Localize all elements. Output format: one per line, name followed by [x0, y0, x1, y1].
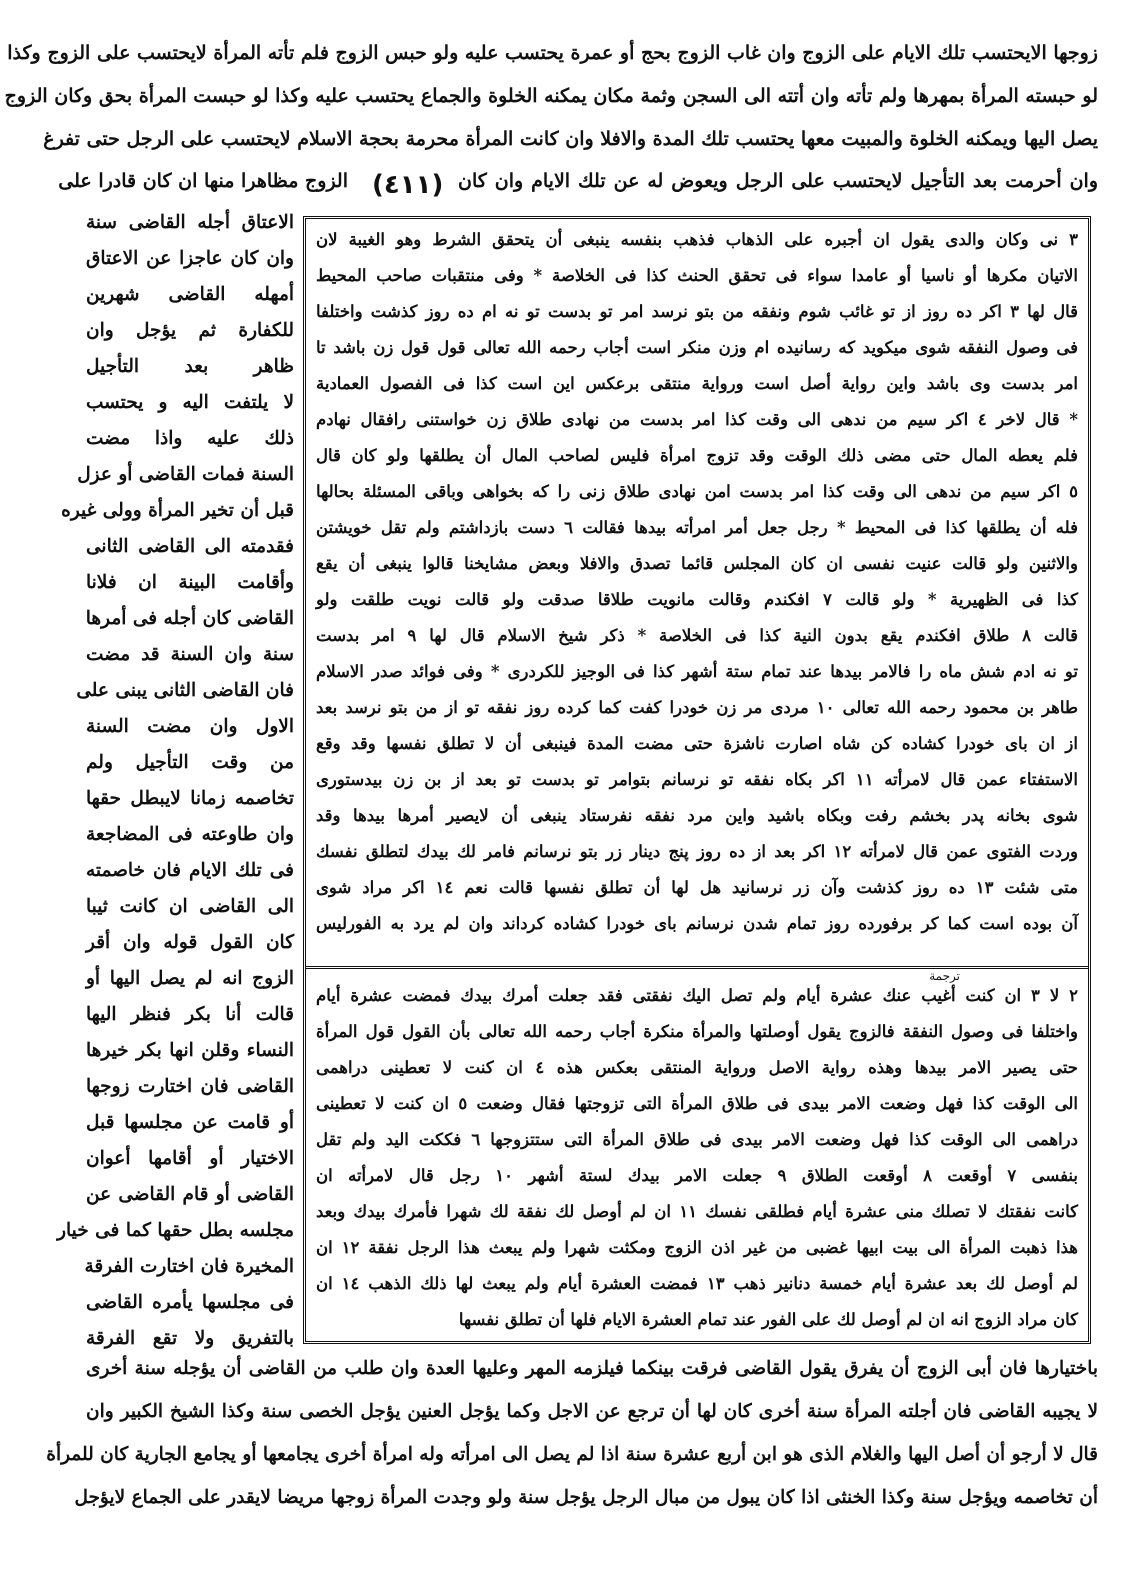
box-text-line: قال لها ٣ اكر ده روز از تو غائب شوم ونفقه من بتو نرسد امر تو بدست تو نه ام ده روز كذشت واختلفا [316, 302, 1078, 321]
side-text-line: فى تلك الايام فان خاصمته [86, 860, 294, 881]
box-text-line: تو نه ادم شش ماه را فالامر بيدها عند تمام ستة أشهر كذا فى الوجيز للكردرى * وفى فوائد صدر الاسلام [316, 662, 1078, 681]
side-text-line: بالتفريق ولا تقع الفرقة [86, 1328, 294, 1349]
bottom-text-line: باختيارها فان أبى الزوج أن يفرق يقول القاضى فرقت بينكما فيلزمه المهر وعليها العدة وان طلب من القاضى أن يؤجله سنة أخرى [86, 1358, 1098, 1379]
box-text-line: واختلفا فى وصول النفقة فالزوج يقول أوصلتها والمرأة منكرة أجاب رحمه الله تعالى بأن القول قول المرأة [316, 1022, 1078, 1041]
box-text-line: فله أن يطلقها كذا فى المحيط * رجل جعل أمر امرأته بيدها فقالت ٦ دست بازداشتم ولم تقل خويشتن [316, 518, 1078, 537]
side-text-line: الاول وان مضت السنة [86, 716, 294, 737]
top-text-line: وان أحرمت بعد التأجيل لايحتسب على الرجل ويعوض له عن تلك الايام وان كان [458, 170, 1098, 192]
side-text-line: وأقامت البينة ان فلانا [86, 572, 294, 593]
box-text-line: الى الوقت كذا فهل وضعت الامر بيدى فى طلاق المرأة التى تزوجتها فقال وضعت ٥ ان كنت لا تعطينى [316, 1094, 1078, 1113]
side-text-line: كان القول قوله وان أقر [86, 932, 294, 953]
side-text-line: الاختيار أو أقامها أعوان [86, 1148, 294, 1169]
side-text-line: الزوج انه لم يصل اليها أو [86, 968, 294, 989]
box-text-line: كان مراد الزوج انه ان لم أوصل لك على الفور عند تمام العشرة الايام فلها أن تطلق نفسها [458, 1310, 1078, 1329]
box-text-line: والاثنين ولو قالت عنيت نفسى ان كان المجلس قائما تصدق والافلا وبعض مشايخنا قالوا ينبغى أن يقع [316, 554, 1078, 573]
side-text-line: للكفارة ثم يؤجل وان [86, 320, 294, 341]
side-text-line: مجلسه بطل حقها كما فى خيار [57, 1220, 294, 1241]
side-text-line: أمهله القاضى شهرين [86, 284, 294, 305]
side-text-line: لا يلتفت اليه و يحتسب [86, 392, 294, 413]
side-text-line: وان طاوعته فى المضاجعة [86, 824, 294, 845]
box-text-line: هذا ذهبت المرأة الى بيت ابيها غضبى من غير اذن الزوج ومكثت شهرا ولم يبعث هذا الرجل نفقة ١٢ ان [316, 1238, 1078, 1257]
side-text-line: قبل أن تخير المرأة وولى غيره [61, 500, 294, 521]
bottom-text-line: لا يجيبه القاضى فان أجلته المرأة سنة أخرى كان لها أن ترجع عن الاجل وكما يؤجل العنين يؤجل الخصى سنة وكذا الشيخ الكبير وان [86, 1401, 1098, 1422]
side-text-line: القاضى فان اختارت زوجها [86, 1076, 294, 1097]
box-text-line: فى وصول النفقه شوى ميكويد كه رسانيده ام وزن منكر است أجاب رحمه الله تعالى قول قول زن باشد تا [316, 338, 1078, 357]
side-text-line: القاضى أو قام القاضى عن [86, 1184, 294, 1205]
box-text-line: طاهر بن محمود رحمه الله تعالى ١٠ مردى مر زن خودرا كفت كما كرده روز نفقه تو از من بتو نرسد بعد [316, 698, 1078, 717]
box-text-line: حتى يصير الامر بيدها وهذه رواية الاصل ورواية المنتقى بعكس هذه ٤ ان كنت لا تعطينى دراهمى [316, 1058, 1079, 1077]
box-text-line: قالت ٨ طلاق افكندم يقع بدون النية كذا فى الخلاصة * ذكر شيخ الاسلام قال لها ٩ امر بدست [316, 626, 1078, 645]
box-text-line: امر بدست وى باشد واين رواية أصل است ورواية منتقى برعكس اين است كذا فى الفصول العمادية [316, 374, 1078, 393]
box-text-line: كذا فى الظهيرية * ولو قالت ٧ افكندم وقالت مانويت طلاقا صدقت ولو قالت نويت طلقت ولو [316, 590, 1078, 609]
side-text-line: ظاهر بعد التأجيل [86, 356, 294, 377]
side-text-line: السنة فمات القاضى أو عزل [77, 464, 294, 485]
side-text-line: سنة وان السنة قد مضت [86, 644, 294, 665]
box-text-line: شوى بخانه پدر بخشم رفت وبكاه باشيد واين مرد نفقه نفرستاد ينبغى أن لايصير أمرها بيدها وقد [316, 806, 1078, 825]
side-text-line: فقدمته الى القاضى الثانى [86, 536, 294, 557]
box-text-line: بنفسى ٧ أوقعت ٨ أوقعت الطلاق ٩ جعلت الامر بيدك لستة أشهر ١٠ رجل قال لامرأته ان [316, 1166, 1078, 1185]
side-text-line: فى مجلسها يأمره القاضى [86, 1292, 294, 1313]
box-text-line: ٥ اكر سيم من ندهى الى وقت كذا امر بدست امن نهادى طلاق زنى را كه بخواهى وباقى المسئلة بحالها [316, 482, 1078, 501]
side-text-line: المخيرة فان اختارت الفرقة [84, 1256, 294, 1277]
box-text-line: وردت الفتوى عمن قال لامرأته ١٢ اكر بعد از ده روز پنج دينار زر بتو نرسانم فامر لك بيدك لتطلق نفسك [316, 842, 1078, 861]
top-text-line: يصل اليها ويمكنه الخلوة والمبيت معها يحتسب تلك المدة والافلا وان كانت المرأة محرمة بحجة الاسلام لايحتسب على الرجل حتى تفرغ [43, 128, 1098, 150]
side-text-line: فان القاضى الثانى يبنى على [76, 680, 294, 701]
bottom-text-line: أن تخاصمه ويؤجل سنة وكذا الخنثى اذا كان يبول من مبال الرجل يؤجل سنة ولو وجدت المرأة زوجها مريضا لايقدر على الجماع لايؤجل [74, 1487, 1098, 1508]
side-text-line: تخاصمه زمانا لايبطل حقها [86, 788, 294, 809]
box-text-line: لم أوصل لك بعد عشرة أيام خمسة دنانير ذهب ١٣ فمضت العشرة أيام ولم يبعث لها ذلك الذهب ١٤ ان [316, 1274, 1078, 1293]
side-text-line: الزوج مظاهرا منها ان كان قادرا على [58, 170, 348, 192]
box-text-line: ٢ لا ٣ ان كنت أغيب عنك عشرة أيام ولم تصل اليك نفقتى فقد جعلت أمرك بيدك فمضت عشرة أيام [316, 986, 1078, 1005]
side-text-line: من وقت التأجيل ولم [86, 752, 294, 773]
side-text-line: قالت أنا بكر فنظر اليها [86, 1004, 294, 1025]
side-text-line: وان كان عاجزا عن الاعتاق [86, 248, 294, 269]
box-text-line: متى شئت ١٣ ده روز كذشت وآن زر نرسانيد هل لها أن تطلق نفسها قالت نعم ١٤ اكر مراد شوى [316, 878, 1078, 897]
side-text-line: النساء وقلن انها بكر خيرها [86, 1040, 294, 1061]
bottom-text-line: قال لا أرجو أن أصل اليها والغلام الذى هو ابن أربع عشرة سنة اذا لم يصل الى امرأته وله امرأة أخرى يجامعها أو يجامع الجارية كان للمرأة [46, 1444, 1098, 1465]
box-text-line: آن بوده است كما كر برفورده روز تمام شدن نرسانم باى خودرا كشاده كرداند وان لم يرد به الفورليس [316, 914, 1078, 933]
side-text-line: القاضى كان أجله فى أمرها [85, 608, 294, 629]
side-text-line: أو قامت عن مجلسها قبل [86, 1112, 294, 1133]
box-text-line: كانت نفقتك لا تصلك منى عشرة أيام فطلقى نفسك ١١ ان لم أوصل لك نفقة لك شهرا فأمرك بيدك وبعد [316, 1202, 1078, 1221]
box-text-line: دراهمى الى الوقت كذا فهل وضعت الامر بيدى فى طلاق المرأة التى ستتزوجها ٦ فككت اليد ولم تقل [316, 1130, 1078, 1149]
side-text-line: الاعتاق أجله القاضى سنة [86, 212, 294, 233]
translation-label: ترجمة [929, 969, 960, 983]
top-text-line: لو حبسته المرأة بمهرها ولم تأته وان أتته الى السجن وثمة مكان يمكنه الخلوة والجماع يحتسب عليه وكذا لو حبست المرأة بحق وكان الزوج [4, 85, 1098, 107]
side-text-line: الى القاضى ان كانت ثيبا [86, 896, 294, 917]
side-text-line: ذلك عليه واذا مضت [86, 428, 294, 449]
box-text-line: الاستفتاء عمن قال لامرأته ١١ اكر بكاه نفقه تو نرسانم بتوامر تو بدست تو بعد از بن زن بيدستورى [316, 770, 1078, 789]
box-text-line: از ان باى خودرا كشاده كن شاه اصارت ناشزة حتى مضت المدة فينبغى أن لا تطلق نفسها وقد وقع [316, 734, 1078, 753]
box-text-line: فلم يعطه المال حتى مضى ذلك الوقت وقد تزوج امرأة فليس لصاحب المال أن يطلقها ولو كان قال [316, 446, 1078, 465]
top-text-line: زوجها الايحتسب تلك الايام على الزوج وان غاب الزوج بحج أو عمرة يحتسب عليه ولو حبس الزوج فلم تأته المرأة لايحتسب على الزوج وكذا [7, 42, 1098, 64]
box-text-line: الاتيان مكرها أو ناسيا أو عامدا سواء فى تحقق الحنث كذا فى الخلاصة * وفى منتقبات صاحب المحيط [316, 266, 1078, 285]
page-number: (٤١١) [372, 170, 444, 200]
box-text-line: * قال لاخر ٤ اكر سيم من ندهى الى وقت كذا امر بدست من نهادى طلاق زن خواستنى رافقال نهادم [316, 410, 1079, 429]
box-text-line: ٣ نى وكان والدى يقول ان أجبره على الذهاب فذهب بنفسه ينبغى أن يتحقق الشرط وهو الغيبة لان [316, 230, 1078, 249]
box-divider [306, 966, 1088, 969]
